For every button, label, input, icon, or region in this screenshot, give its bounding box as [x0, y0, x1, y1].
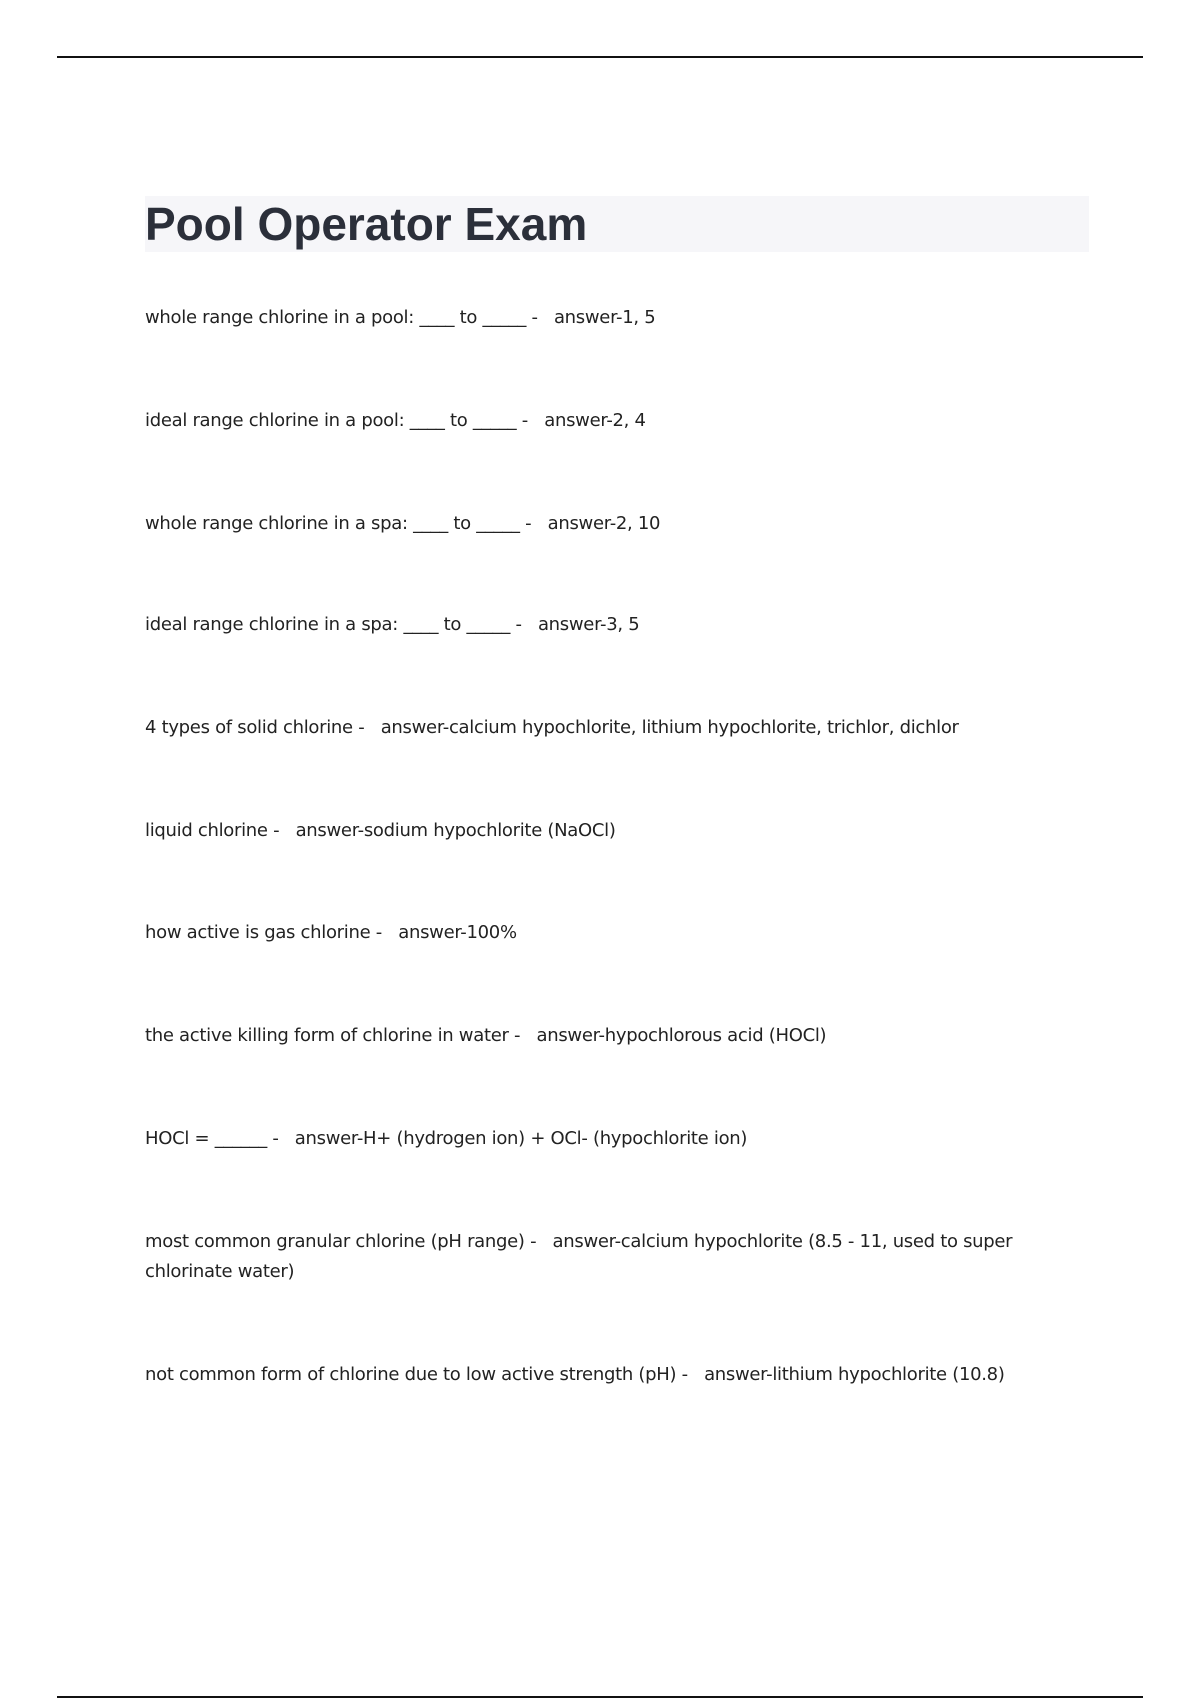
separator: - [676, 1364, 705, 1385]
question-text: the active killing form of chlorine in water [145, 1025, 509, 1046]
page-title: Pool Operator Exam [145, 198, 588, 250]
separator: - [508, 1025, 537, 1046]
answer-text: answer-100% [398, 922, 517, 943]
answer-text: answer-1, 5 [553, 307, 656, 328]
qa-item-4 [145, 610, 1045, 640]
answer-text: answer-H+ (hydrogen ion) + OCl- (hypochlorite ion) [294, 1128, 748, 1149]
separator: - [519, 513, 548, 534]
separator: - [267, 820, 296, 841]
question-text: most common granular chlorine (pH range) [145, 1231, 525, 1252]
qa-item-8 [145, 1021, 1045, 1051]
qa-item-5 [145, 713, 1045, 743]
qa-item-6 [145, 816, 1045, 846]
answer-text: answer-3, 5 [537, 614, 640, 635]
qa-item-10 [145, 1227, 1045, 1287]
separator: - [516, 410, 545, 431]
answer-text: answer-sodium hypochlorite (NaOCl) [295, 820, 616, 841]
separator: - [524, 1231, 553, 1252]
separator: - [510, 614, 538, 635]
answer-text: answer-2, 4 [544, 410, 646, 431]
qa-item-1 [145, 303, 1045, 333]
separator: - [352, 717, 381, 738]
top-rule [57, 56, 1143, 58]
answer-text: answer-hypochlorous acid (HOCl) [536, 1025, 827, 1046]
answer-text: answer-lithium hypochlorite (10.8) [704, 1364, 1005, 1385]
question-text: ideal range chlorine in a pool: ____ to _____ [145, 410, 517, 431]
answer-text: answer-2, 10 [547, 513, 661, 534]
qa-item-3 [145, 509, 1045, 539]
qa-item-9 [145, 1124, 1045, 1154]
separator: - [266, 1128, 295, 1149]
answer-text: answer-calcium hypochlorite, lithium hypochlorite, trichlor, dichlor [380, 717, 959, 738]
question-text: how active is gas chlorine [145, 922, 371, 943]
question-text: whole range chlorine in a spa: ____ to _____ [145, 513, 520, 534]
question-text: ideal range chlorine in a spa: ____ to _____ [145, 614, 511, 635]
question-text: 4 types of solid chlorine [145, 717, 353, 738]
question-text: whole range chlorine in a pool: ____ to _____ [145, 307, 527, 328]
question-text: liquid chlorine [145, 820, 268, 841]
qa-item-7 [145, 918, 1045, 948]
question-text: HOCl = ______ [145, 1128, 267, 1149]
answer-text: answer-calcium hypochlorite (8.5 - 11, used to super chlorinate water) [145, 1231, 1013, 1282]
qa-item-11 [145, 1360, 1045, 1390]
bottom-rule [57, 1696, 1143, 1698]
qa-item-2 [145, 406, 1045, 436]
separator: - [526, 307, 554, 328]
separator: - [370, 922, 399, 943]
question-text: not common form of chlorine due to low active strength (pH) [145, 1364, 677, 1385]
